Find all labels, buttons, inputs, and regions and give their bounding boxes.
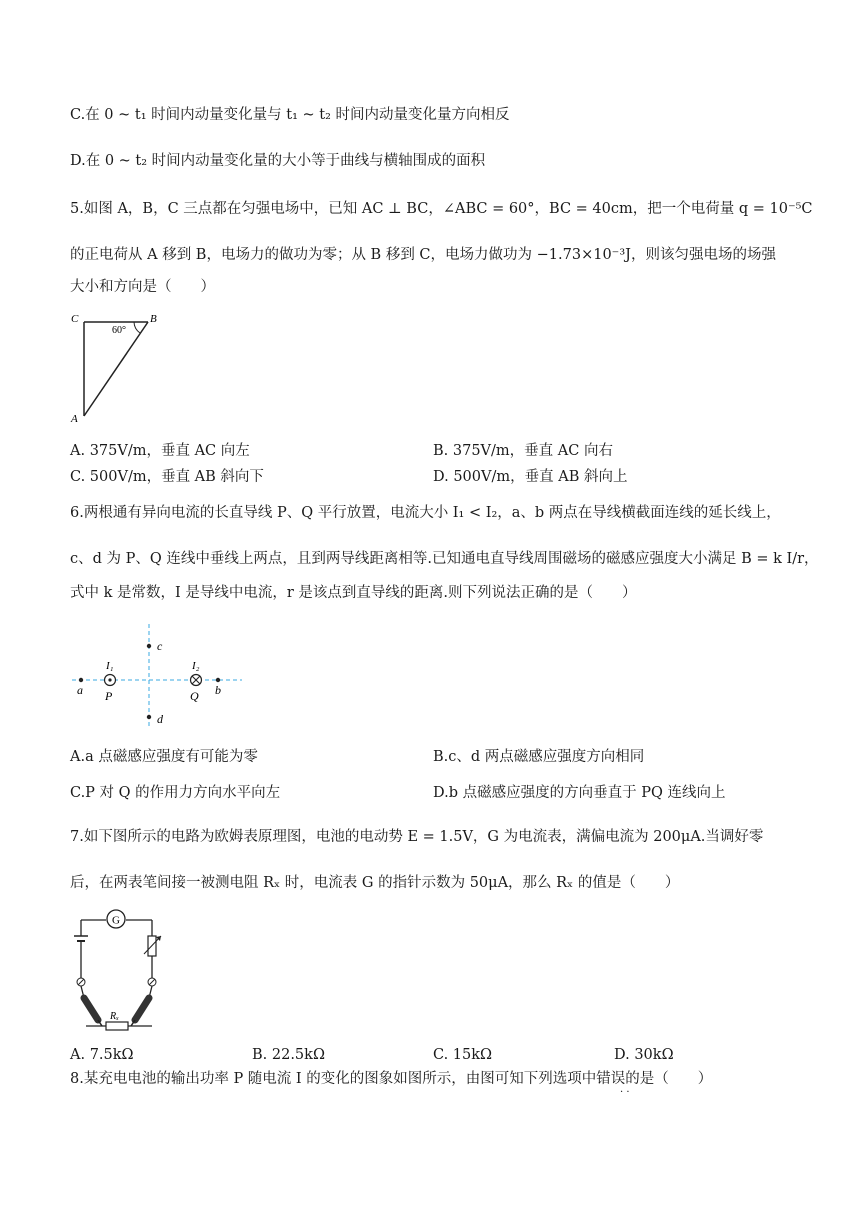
label-g: G xyxy=(112,914,120,927)
q5-option-c: C. 500V/m，垂直 AB 斜向下 xyxy=(70,469,264,485)
q6-option-a: A.a 点磁感应强度有可能为零 xyxy=(70,749,258,765)
q6-option-d: D.b 点磁感应强度的方向垂直于 PQ 连线向上 xyxy=(433,785,726,801)
q5-option-d: D. 500V/m，垂直 AB 斜向上 xyxy=(433,469,628,485)
label-i1: I₁ xyxy=(106,660,114,672)
ohmmeter-circuit-figure xyxy=(68,906,178,1034)
label-c: C xyxy=(71,313,79,325)
emphasis-dots: · · xyxy=(620,1087,630,1098)
label-c: c xyxy=(157,639,163,653)
q6-stem-line2: c、d 为 P、Q 连线中垂线上两点，且到两导线距离相等.已知通电直导线周围磁场的磁感应强度大小满足 B = k I/r， xyxy=(70,551,819,567)
q5-stem-line3: 大小和方向是（ ） xyxy=(70,279,215,295)
q4-option-c: C.在 0 ~ t₁ 时间内动量变化量与 t₁ ~ t₂ 时间内动量变化量方向相反 xyxy=(70,107,510,123)
q7-option-c: C. 15kΩ xyxy=(433,1047,493,1063)
q7-option-a: A. 7.5kΩ xyxy=(70,1047,134,1063)
q6-option-b: B.c、d 两点磁感应强度方向相同 xyxy=(433,749,645,765)
q7-option-d: D. 30kΩ xyxy=(614,1047,674,1063)
label-b: b xyxy=(215,683,221,697)
angle-label: 60° xyxy=(112,325,126,336)
q8-stem-line1: 8.某充电电池的输出功率 P 随电流 I 的变化的图象如图所示，由图可知下列选项中错误的是（ ） xyxy=(70,1071,713,1087)
q6-option-c: C.P 对 Q 的作用力方向水平向左 xyxy=(70,785,281,801)
label-q: Q xyxy=(190,689,199,703)
q6-stem-line1: 6.两根通有异向电流的长直导线 P、Q 平行放置，电流大小 I₁ < I₂，a、b 两点在导线横截面连线的延长线上， xyxy=(70,505,781,521)
label-d: d xyxy=(157,712,163,726)
q7-stem-line2: 后，在两表笔间接一被测电阻 Rₓ 时，电流表 G 的指针示数为 50μA，那么 Rₓ 的值是（ ） xyxy=(70,875,680,891)
q5-stem-line2: 的正电荷从 A 移到 B，电场力的做功为零；从 B 移到 C，电场力做功为 −1.73×10⁻³J，则该匀强电场的场强 xyxy=(70,247,776,263)
label-p: P xyxy=(105,689,113,703)
q5-option-a: A. 375V/m，垂直 AC 向左 xyxy=(70,443,250,459)
q4-option-d: D.在 0 ~ t₂ 时间内动量变化量的大小等于曲线与横轴围成的面积 xyxy=(70,153,486,169)
label-rx: Rₓ xyxy=(110,1011,119,1022)
triangle-figure xyxy=(68,310,168,428)
label-i2: I₂ xyxy=(192,660,200,672)
wires-figure xyxy=(68,620,244,730)
resistor-icon xyxy=(106,1022,128,1030)
q5-stem-line1: 5.如图 A，B，C 三点都在匀强电场中，已知 AC ⊥ BC，∠ABC = 60°，BC = 40cm，把一个电荷量 q = 10⁻⁵C xyxy=(70,201,813,217)
q5-option-b: B. 375V/m，垂直 AC 向右 xyxy=(433,443,613,459)
q7-stem-line1: 7.如下图所示的电路为欧姆表原理图，电池的电动势 E = 1.5V，G 为电流表，满偏电流为 200μA.当调好零 xyxy=(70,829,764,845)
q6-stem-line3: 式中 k 是常数，I 是导线中电流，r 是该点到直导线的距离.则下列说法正确的是（ ） xyxy=(70,585,637,601)
q7-option-b: B. 22.5kΩ xyxy=(252,1047,325,1063)
label-a: a xyxy=(77,683,83,697)
label-b: B xyxy=(150,313,157,325)
label-a: A xyxy=(71,413,78,425)
